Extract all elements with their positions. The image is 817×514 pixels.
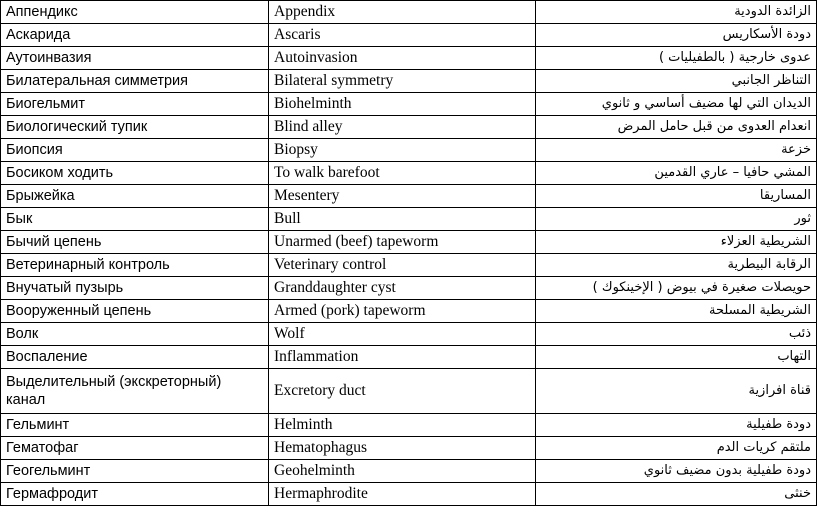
table-row	[1, 116, 817, 139]
russian-term: Гематофаг	[1, 437, 269, 460]
table-row	[1, 254, 817, 277]
english-term: Appendix	[269, 1, 536, 24]
russian-term: Бык	[1, 208, 269, 231]
arabic-term: دودة الأسكاريس	[536, 24, 817, 47]
russian-term: Аутоинвазия	[1, 47, 269, 70]
russian-term: Бычий цепень	[1, 231, 269, 254]
english-term: Excretory duct	[269, 369, 536, 414]
arabic-term: المساريقا	[536, 185, 817, 208]
arabic-term: دودة طفيلية بدون مضيف ثانوي	[536, 460, 817, 483]
russian-term: Биогельмит	[1, 93, 269, 116]
table-row	[1, 162, 817, 185]
arabic-term: قناة افرازية	[536, 369, 817, 414]
russian-term: Аскарида	[1, 24, 269, 47]
english-term: Geohelminth	[269, 460, 536, 483]
table-row	[1, 483, 817, 506]
glossary-body	[1, 1, 817, 506]
arabic-term: ذئب	[536, 323, 817, 346]
english-term: Blind alley	[269, 116, 536, 139]
table-row	[1, 460, 817, 483]
russian-term: Гермафродит	[1, 483, 269, 506]
arabic-term: انعدام العدوى من قبل حامل المرض	[536, 116, 817, 139]
english-term: Veterinary control	[269, 254, 536, 277]
arabic-term: الشريطية العزلاء	[536, 231, 817, 254]
russian-term: Брыжейка	[1, 185, 269, 208]
russian-term: Биологический тупик	[1, 116, 269, 139]
russian-term: Биопсия	[1, 139, 269, 162]
table-row	[1, 70, 817, 93]
table-row	[1, 24, 817, 47]
russian-term: Геогельминт	[1, 460, 269, 483]
russian-term: Аппендикс	[1, 1, 269, 24]
table-row	[1, 323, 817, 346]
russian-term: Гельминт	[1, 414, 269, 437]
arabic-term: خنثى	[536, 483, 817, 506]
russian-term: Выделительный (экскреторный) канал	[1, 369, 269, 414]
russian-term: Воспаление	[1, 346, 269, 369]
english-term: Hematophagus	[269, 437, 536, 460]
table-row	[1, 414, 817, 437]
english-term: Bull	[269, 208, 536, 231]
russian-term: Внучатый пузырь	[1, 277, 269, 300]
table-row	[1, 231, 817, 254]
arabic-term: الرقابة البيطرية	[536, 254, 817, 277]
english-term: Inflammation	[269, 346, 536, 369]
english-term: Armed (pork) tapeworm	[269, 300, 536, 323]
english-term: Ascaris	[269, 24, 536, 47]
table-row	[1, 139, 817, 162]
table-row	[1, 93, 817, 116]
table-row	[1, 185, 817, 208]
russian-term: Вооруженный цепень	[1, 300, 269, 323]
english-term: Bilateral symmetry	[269, 70, 536, 93]
arabic-term: المشي حافيا – عاري القدمين	[536, 162, 817, 185]
english-term: To walk barefoot	[269, 162, 536, 185]
arabic-term: خزعة	[536, 139, 817, 162]
arabic-term: ثور	[536, 208, 817, 231]
arabic-term: الديدان التي لها مضيف أساسي و ثانوي	[536, 93, 817, 116]
table-row	[1, 208, 817, 231]
table-row	[1, 47, 817, 70]
table-row	[1, 346, 817, 369]
arabic-term: ملتقم كريات الدم	[536, 437, 817, 460]
english-term: Biopsy	[269, 139, 536, 162]
arabic-term: الشريطية المسلحة	[536, 300, 817, 323]
english-term: Helminth	[269, 414, 536, 437]
russian-term: Ветеринарный контроль	[1, 254, 269, 277]
table-row	[1, 437, 817, 460]
english-term: Unarmed (beef) tapeworm	[269, 231, 536, 254]
russian-term: Волк	[1, 323, 269, 346]
table-row	[1, 300, 817, 323]
english-term: Mesentery	[269, 185, 536, 208]
table-row	[1, 1, 817, 24]
english-term: Wolf	[269, 323, 536, 346]
arabic-term: عدوى خارجية ( بالطفيليات )	[536, 47, 817, 70]
english-term: Granddaughter cyst	[269, 277, 536, 300]
english-term: Autoinvasion	[269, 47, 536, 70]
table-row	[1, 369, 817, 414]
russian-term: Босиком ходить	[1, 162, 269, 185]
table-row	[1, 277, 817, 300]
arabic-term: حويصلات صغيرة في بيوض ( الإخينكوك )	[536, 277, 817, 300]
english-term: Biohelminth	[269, 93, 536, 116]
english-term: Hermaphrodite	[269, 483, 536, 506]
arabic-term: التهاب	[536, 346, 817, 369]
arabic-term: دودة طفيلية	[536, 414, 817, 437]
arabic-term: الزائدة الدودية	[536, 1, 817, 24]
russian-term: Билатеральная симметрия	[1, 70, 269, 93]
arabic-term: التناظر الجانبي	[536, 70, 817, 93]
